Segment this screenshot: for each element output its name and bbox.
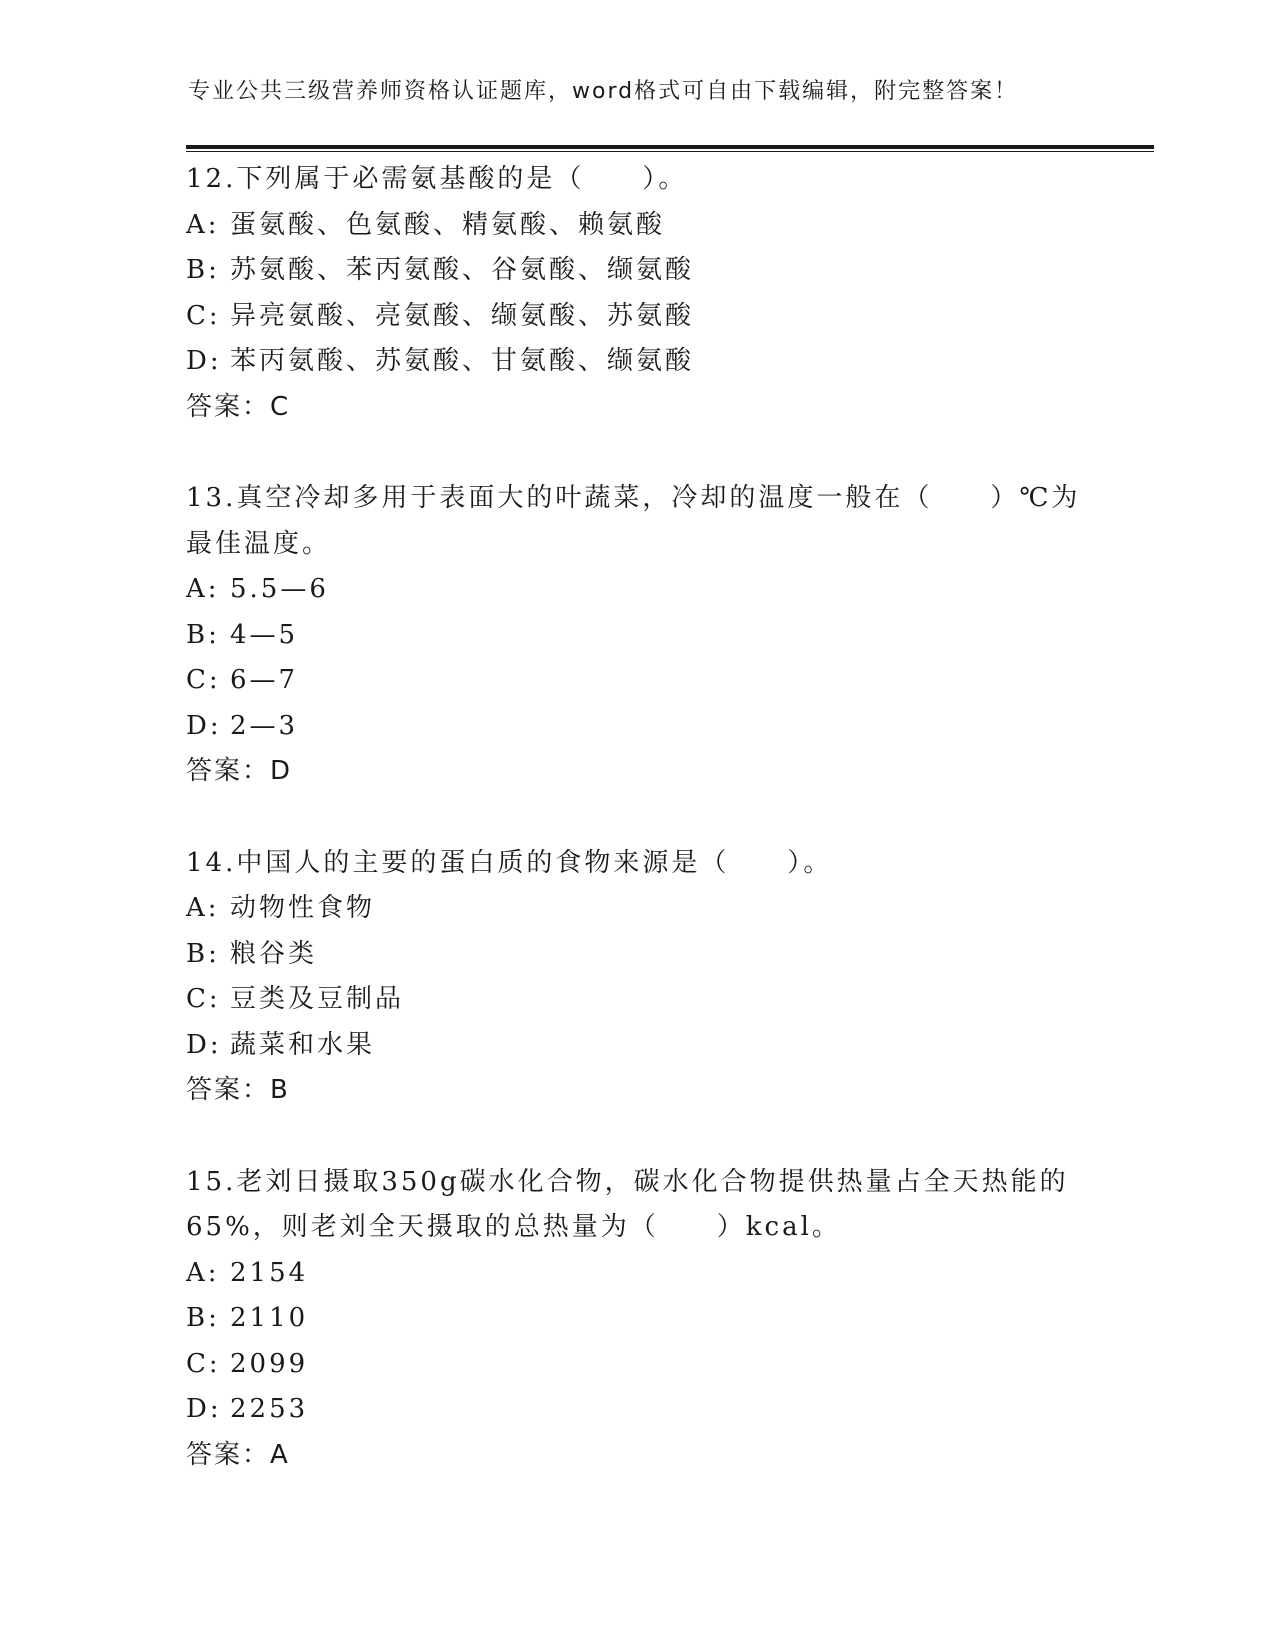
option-text: 动物性食物 — [230, 893, 376, 923]
option-letter: C: — [186, 300, 221, 331]
option-text: 蔬菜和水果 — [230, 1029, 376, 1060]
option-letter: A: — [186, 893, 220, 923]
option-text: 2253 — [230, 1394, 309, 1424]
answer-line: 答案：B — [186, 1075, 290, 1105]
option-text: 异亮氨酸、亮氨酸、缬氨酸、苏氨酸 — [230, 300, 695, 331]
option-b — [186, 613, 1086, 659]
question-stem: 13.真空冷却多用于表面大的叶蔬菜，冷却的温度一般在（ ）℃为 — [186, 483, 1081, 513]
option-letter: A: — [186, 209, 220, 240]
header-divider-thick — [186, 145, 1154, 149]
option-c — [186, 1342, 1086, 1388]
option-letter: A: — [186, 1257, 220, 1288]
option-letter: A: — [186, 574, 220, 604]
option-letter: B: — [186, 938, 220, 969]
question-stem: 14.中国人的主要的蛋白质的食物来源是（ ）。 — [186, 847, 833, 878]
option-b — [186, 248, 1086, 294]
option-text: 苯丙氨酸、苏氨酸、甘氨酸、缬氨酸 — [230, 346, 695, 376]
option-text: 2110 — [230, 1303, 309, 1333]
option-c — [186, 294, 1086, 340]
option-text: 2099 — [230, 1348, 309, 1379]
option-text: 豆类及豆制品 — [230, 984, 405, 1014]
option-letter: C: — [186, 665, 221, 695]
option-a — [186, 886, 1086, 932]
option-text: 6—7 — [230, 665, 299, 695]
answer-line: 答案：D — [186, 756, 293, 786]
option-d — [186, 339, 1086, 385]
option-c — [186, 658, 1086, 704]
option-b — [186, 932, 1086, 978]
option-letter: B: — [186, 255, 220, 285]
option-text: 4—5 — [230, 619, 299, 650]
option-letter: D: — [186, 346, 222, 376]
option-a — [186, 1251, 1086, 1297]
option-text: 粮谷类 — [230, 938, 318, 969]
option-a — [186, 203, 1086, 249]
option-d — [186, 704, 1086, 750]
option-letter: D: — [186, 710, 222, 741]
question-13 — [186, 476, 1086, 795]
option-c — [186, 977, 1086, 1023]
option-letter: C: — [186, 984, 221, 1014]
option-letter: D: — [186, 1029, 222, 1060]
option-text: 5.5—6 — [230, 574, 329, 604]
answer-line: 答案：C — [186, 391, 291, 422]
option-b — [186, 1296, 1086, 1342]
option-d — [186, 1023, 1086, 1069]
question-stem-continued: 65%，则老刘全天摄取的总热量为（ ）kcal。 — [186, 1212, 841, 1242]
option-a — [186, 567, 1086, 613]
question-15 — [186, 1160, 1086, 1479]
option-letter: D: — [186, 1394, 222, 1424]
option-text: 蛋氨酸、色氨酸、精氨酸、赖氨酸 — [230, 209, 666, 240]
option-letter: B: — [186, 619, 220, 650]
question-list — [186, 157, 1086, 1524]
question-stem: 15.老刘日摄取350g碳水化合物，碳水化合物提供热量占全天热能的 — [186, 1166, 1069, 1197]
page-header: 专业公共三级营养师资格认证题库，word格式可自由下载编辑，附完整答案！ — [188, 79, 1019, 104]
option-text: 2154 — [230, 1257, 309, 1288]
question-stem: 12.下列属于必需氨基酸的是（ ）。 — [186, 164, 688, 194]
option-letter: C: — [186, 1348, 221, 1379]
option-text: 苏氨酸、苯丙氨酸、谷氨酸、缬氨酸 — [230, 255, 695, 285]
question-14 — [186, 841, 1086, 1114]
question-stem-continued: 最佳温度。 — [186, 528, 332, 559]
option-d — [186, 1387, 1086, 1433]
option-text: 2—3 — [230, 710, 299, 741]
option-letter: B: — [186, 1303, 220, 1333]
answer-line: 答案：A — [186, 1439, 290, 1470]
question-12 — [186, 157, 1086, 430]
header-divider-thin — [186, 151, 1154, 152]
